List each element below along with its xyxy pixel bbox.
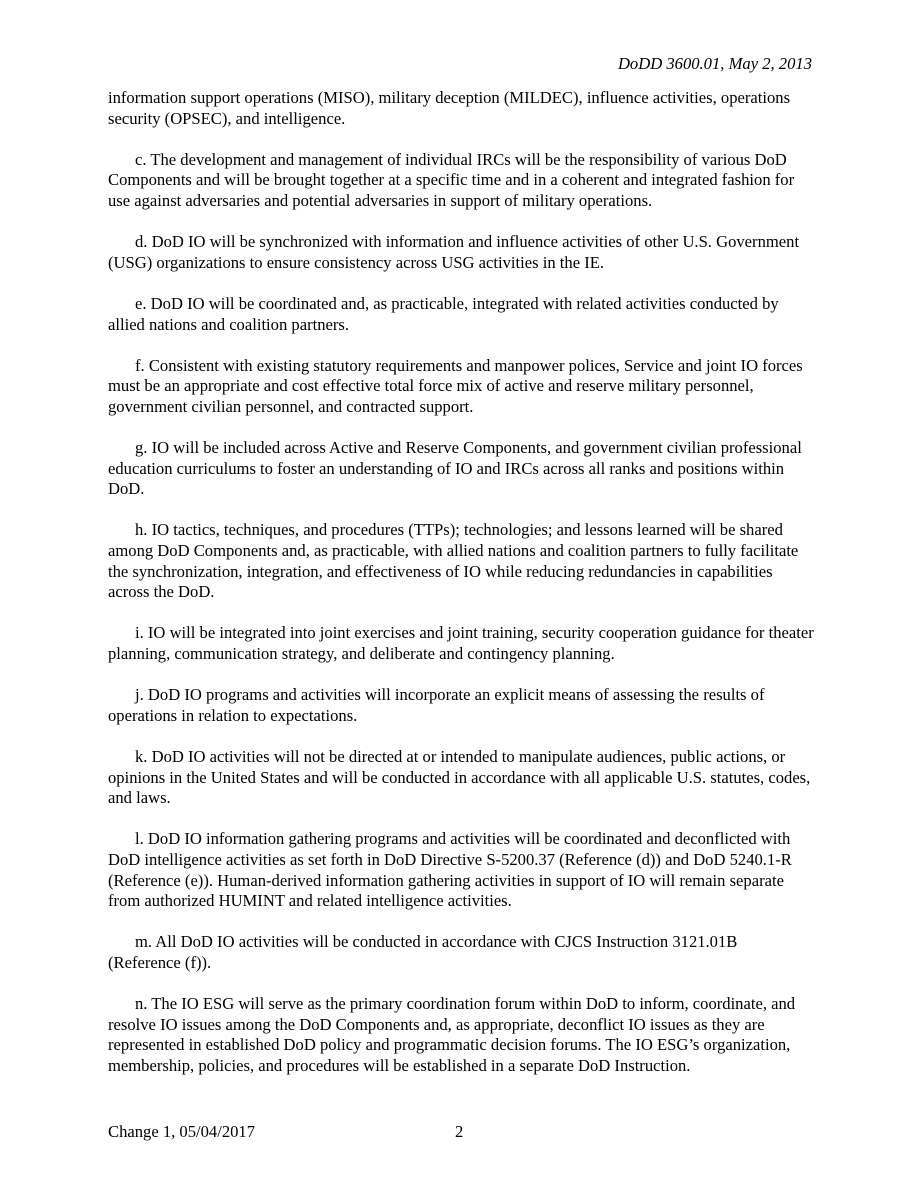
paragraph-continuation: information support operations (MISO), military deception (MILDEC), influence activities, operations security (OPSEC), and intelligence. [108,88,791,128]
document-body [108,88,814,1097]
change-footer: Change 1, 05/04/2017 [108,1122,256,1141]
paragraph-g: g. IO will be included across Active and Reserve Components, and government civilian professional education curriculums to foster an understanding of IO and IRCs across all ranks and positions within DoD. [108,438,802,499]
paragraph-j: j. DoD IO programs and activities will incorporate an explicit means of assessing the results of operations in relation to expectations. [108,685,765,725]
document-reference-header: DoDD 3600.01, May 2, 2013 [617,54,812,73]
paragraph-h: h. IO tactics, techniques, and procedures (TTPs); technologies; and lessons learned will be shared among DoD Components and, as practicable, with allied nations and coalition partners to fully facilitate the synchronization, integration, and effectiveness of IO while reducing redundancies in capabilities across the DoD. [108,520,799,602]
paragraph-d: d. DoD IO will be synchronized with information and influence activities of other U.S. Government (USG) organizations to ensure consistency across USG activities in the IE. [108,232,800,272]
paragraph-l: l. DoD IO information gathering programs and activities will be coordinated and deconflicted with DoD intelligence activities as set forth in DoD Directive S-5200.37 (Reference (d)) and DoD 5240.1-R (Reference (e)). Human-derived information gathering activities in support of IO will remain separate from authorized HUMINT and related intelligence activities. [108,829,792,911]
paragraph-m: m. All DoD IO activities will be conducted in accordance with CJCS Instruction 3121.01B (Reference (f)). [108,932,738,972]
paragraph-k: k. DoD IO activities will not be directed at or intended to manipulate audiences, public actions, or opinions in the United States and will be conducted in accordance with all applicable U.S. statutes, codes, and laws. [108,747,811,808]
paragraph-i: i. IO will be integrated into joint exercises and joint training, security cooperation guidance for theater planning, communication strategy, and deliberate and contingency planning. [108,623,814,664]
paragraph-n: n. The IO ESG will serve as the primary coordination forum within DoD to inform, coordinate, and resolve IO issues among the DoD Components and, as appropriate, deconflict IO issues as they are represented in established DoD policy and programmatic decision forums. The IO ESG’s organization, membership, policies, and procedures will be established in a separate DoD Instruction. [108,994,796,1075]
paragraph-e: e. DoD IO will be coordinated and, as practicable, integrated with related activities conducted by allied nations and coalition partners. [108,293,779,334]
paragraph-c: c. The development and management of individual IRCs will be the responsibility of various DoD Components and will be brought together at a specific time and in a coherent and integrated fashion for use against adversaries and potential adversaries in support of military operations. [108,149,795,210]
paragraph-f: f. Consistent with existing statutory requirements and manpower polices, Service and joint IO forces must be an appropriate and cost effective total force mix of active and reserve military personnel, government civilian personnel, and contracted support. [108,355,803,416]
page-number: 2 [455,1122,464,1141]
